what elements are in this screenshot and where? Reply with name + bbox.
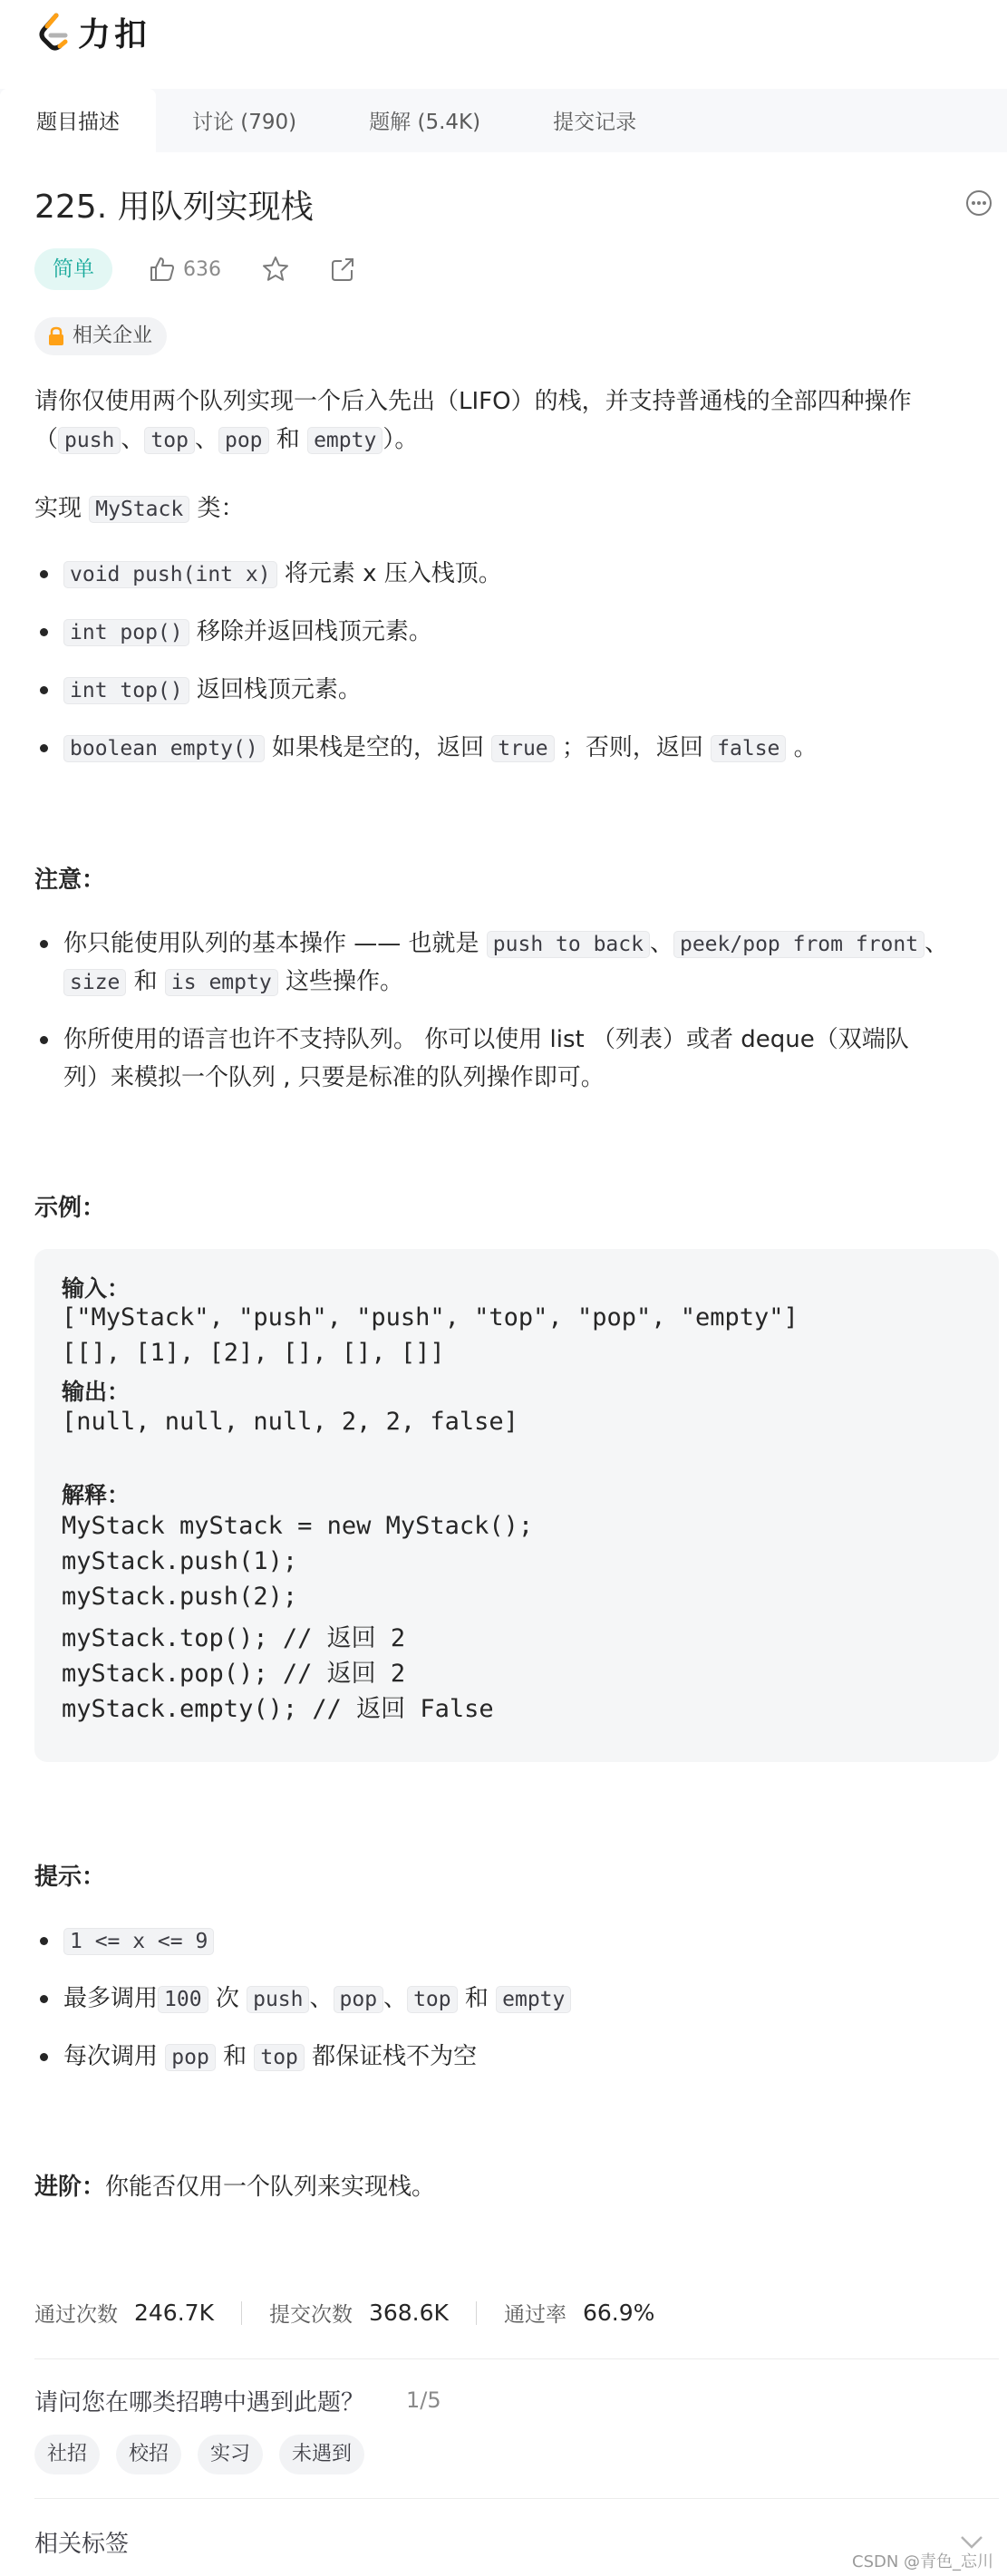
text-fragment: 、 bbox=[649, 930, 673, 957]
problem-title: 225. 用队列实现栈 bbox=[34, 189, 314, 226]
lock-icon bbox=[47, 326, 65, 346]
description-intro bbox=[34, 383, 995, 460]
explain-line: myStack.pop(); // 返回 2 bbox=[62, 1660, 406, 1688]
code-peek-pop: peek/pop from front bbox=[673, 931, 925, 958]
code-push: push bbox=[58, 427, 121, 454]
hint-code: 1 <= x <= 9 bbox=[63, 1928, 214, 1955]
logo-text: 力扣 bbox=[78, 16, 151, 53]
bullet-dot bbox=[40, 744, 48, 752]
like-count: 636 bbox=[183, 257, 221, 281]
hint-code: pop bbox=[334, 1986, 384, 2013]
code-pop: pop bbox=[218, 427, 269, 454]
difficulty-badge: 简单 bbox=[34, 248, 112, 290]
bullet-dot bbox=[40, 2053, 48, 2061]
intro-line-1: 请你仅使用两个队列实现一个后入先出（LIFO）的栈，并支持普通栈的全部四种操作 bbox=[34, 388, 912, 415]
text-fragment: 、 bbox=[194, 426, 218, 453]
advanced-note bbox=[34, 2168, 435, 2206]
stat-label: 通过次数 bbox=[34, 2303, 118, 2327]
logo[interactable] bbox=[36, 9, 150, 55]
text-fragment: 和 bbox=[126, 968, 165, 995]
stat-value: 246.7K bbox=[134, 2300, 214, 2326]
method-desc: 如果栈是空的，返回 bbox=[264, 734, 492, 761]
input-line-1: ["MyStack", "push", "push", "top", "pop", "empty"] bbox=[62, 1303, 799, 1332]
tab-submissions[interactable]: 提交记录 bbox=[553, 111, 637, 134]
survey-option-none[interactable]: 未遇到 bbox=[279, 2435, 364, 2474]
text-fragment: 这些操作。 bbox=[277, 968, 403, 995]
text-fragment: 每次调用 bbox=[63, 2043, 166, 2070]
method-desc: 返回栈顶元素。 bbox=[189, 676, 362, 703]
bullet-dot bbox=[40, 570, 48, 578]
divider bbox=[476, 2301, 477, 2325]
hint-code: top bbox=[254, 2044, 305, 2071]
submission-stats bbox=[34, 2298, 654, 2328]
text-fragment: 你只能使用队列的基本操作 —— 也就是 bbox=[63, 930, 487, 957]
divider bbox=[34, 2498, 999, 2499]
tab-description[interactable]: 题目描述 bbox=[0, 89, 156, 152]
text-fragment: ）。 bbox=[382, 426, 419, 453]
text-fragment: （ bbox=[34, 426, 59, 453]
explain-line: myStack.push(1); bbox=[62, 1547, 298, 1575]
text-fragment: 和 bbox=[215, 2043, 255, 2070]
share-icon[interactable] bbox=[328, 255, 357, 284]
survey-options bbox=[34, 2435, 364, 2474]
example-heading: 示例： bbox=[34, 1195, 106, 1222]
explain-line: myStack.push(2); bbox=[62, 1583, 298, 1611]
method-code: void push(int x) bbox=[63, 561, 277, 588]
bullet-dot bbox=[40, 1937, 48, 1945]
hint-code: empty bbox=[496, 1986, 571, 2013]
survey-option-campus[interactable]: 校招 bbox=[116, 2435, 181, 2474]
code-size: size bbox=[63, 969, 126, 996]
note-2-line-2: 列）来模拟一个队列 , 只要是标准的队列操作即可。 bbox=[63, 1064, 605, 1091]
output-line: [null, null, null, 2, 2, false] bbox=[62, 1408, 518, 1436]
note-2-line-1: 你所使用的语言也许不支持队列。 你可以使用 list （列表）或者 deque（双端队 bbox=[63, 1026, 909, 1053]
text-fragment: 、 bbox=[925, 930, 949, 957]
intro-line-2 bbox=[34, 421, 995, 460]
divider bbox=[34, 2358, 999, 2359]
hints-heading: 提示： bbox=[34, 1864, 106, 1891]
method-desc: 将元素 x 压入栈顶。 bbox=[276, 560, 502, 587]
hint-code: top bbox=[407, 1986, 458, 2013]
bullet-dot bbox=[40, 1036, 48, 1044]
hint-code: pop bbox=[165, 2044, 216, 2071]
star-icon[interactable] bbox=[261, 255, 290, 284]
explain-line: myStack.top(); // 返回 2 bbox=[62, 1624, 406, 1652]
tab-discussion[interactable]: 讨论 (790) bbox=[192, 111, 297, 134]
leetcode-logo-icon bbox=[36, 12, 71, 53]
text-fragment: 实现 bbox=[34, 495, 90, 522]
stat-label: 提交次数 bbox=[268, 2303, 353, 2327]
input-line-2: [[], [1], [2], [], [], []] bbox=[62, 1339, 445, 1367]
text-fragment: 、 bbox=[309, 1985, 334, 2012]
bullet-dot bbox=[40, 1995, 48, 2003]
watermark: CSDN @青色_忘川 bbox=[852, 2552, 994, 2571]
thumbs-up-icon bbox=[149, 256, 176, 283]
problem-meta bbox=[34, 248, 357, 290]
example-code-block bbox=[34, 1249, 999, 1762]
code-is-empty: is empty bbox=[165, 969, 278, 996]
impl-line bbox=[34, 489, 244, 528]
text-fragment: 和 bbox=[457, 1985, 497, 2012]
bullet-dot bbox=[40, 940, 48, 948]
method-desc: ；否则，返回 bbox=[554, 734, 712, 761]
company-tag-label: 相关企业 bbox=[73, 324, 153, 347]
stat-label: 通过率 bbox=[503, 2303, 566, 2327]
bullet-dot bbox=[40, 628, 48, 636]
method-code: int pop() bbox=[63, 619, 189, 646]
survey-question: 请问您在哪类招聘中遇到此题？ bbox=[34, 2389, 365, 2416]
divider bbox=[241, 2301, 242, 2325]
like-button[interactable] bbox=[149, 256, 221, 283]
code-true: true bbox=[491, 735, 554, 762]
tab-solutions[interactable]: 题解 (5.4K) bbox=[369, 111, 481, 134]
stat-value: 66.9% bbox=[582, 2300, 655, 2326]
method-code: boolean empty() bbox=[63, 735, 265, 762]
problem-tabs bbox=[0, 89, 1007, 152]
code-empty: empty bbox=[307, 427, 382, 454]
code-push-to-back: push to back bbox=[487, 931, 650, 958]
survey-option-intern[interactable]: 实习 bbox=[198, 2435, 263, 2474]
notes-heading: 注意： bbox=[34, 867, 106, 894]
code-false: false bbox=[711, 735, 786, 762]
bullet-dot bbox=[40, 686, 48, 694]
text-fragment: 最多调用 bbox=[63, 1985, 159, 2012]
text-fragment: 次 bbox=[208, 1985, 247, 2012]
text-fragment: 、 bbox=[383, 1985, 408, 2012]
more-options-icon[interactable] bbox=[964, 189, 993, 218]
code-mystack: MyStack bbox=[89, 496, 189, 523]
method-code: int top() bbox=[63, 677, 189, 704]
text-fragment: 、 bbox=[121, 426, 145, 453]
hint-code: push bbox=[247, 1986, 309, 2013]
code-top: top bbox=[144, 427, 195, 454]
explain-line: myStack.empty(); // 返回 False bbox=[62, 1695, 494, 1723]
top-bar bbox=[0, 0, 1007, 65]
method-desc: 。 bbox=[786, 734, 818, 761]
hint-code: 100 bbox=[158, 1986, 208, 2013]
method-desc: 移除并返回栈顶元素。 bbox=[189, 618, 432, 645]
text-fragment: 类： bbox=[189, 495, 245, 522]
input-label: 输入： bbox=[62, 1275, 131, 1302]
text-fragment: 都保证栈不为空 bbox=[304, 2043, 478, 2070]
advanced-text: 你能否仅用一个队列来实现栈。 bbox=[105, 2174, 436, 2201]
output-label: 输出： bbox=[62, 1379, 131, 1405]
survey-option-social[interactable]: 社招 bbox=[34, 2435, 100, 2474]
explain-line: MyStack myStack = new MyStack(); bbox=[62, 1512, 534, 1540]
company-tag-button[interactable] bbox=[34, 317, 167, 355]
text-fragment: 和 bbox=[268, 426, 308, 453]
stat-value: 368.6K bbox=[368, 2300, 449, 2326]
related-tags-toggle[interactable]: 相关标签 bbox=[34, 2531, 130, 2558]
explain-label: 解释： bbox=[62, 1482, 131, 1508]
advanced-label: 进阶： bbox=[34, 2174, 106, 2201]
survey-progress: 1/5 bbox=[406, 2387, 441, 2413]
